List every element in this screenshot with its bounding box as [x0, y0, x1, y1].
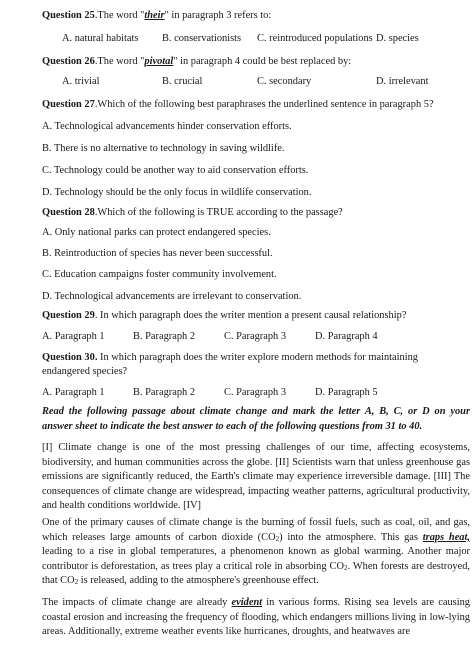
target-word: traps heat,: [422, 531, 470, 543]
option-b[interactable]: B. Paragraph 2: [133, 387, 196, 398]
question-text: In which paragraph does the writer explore modern methods for maintaining: [97, 352, 419, 363]
question-number: Question 29: [42, 310, 95, 321]
question-25: [42, 9, 271, 22]
option-b[interactable]: B. conservationists: [162, 33, 242, 44]
passage-paragraph-3: [42, 596, 470, 640]
option-d[interactable]: D. Paragraph 4: [315, 331, 378, 342]
option-b[interactable]: B. Reintroduction of species has never been successful.: [42, 248, 273, 259]
question-28: [42, 206, 343, 219]
section-instruction-line-2: answer sheet to indicate the best answer to each of the following questions from 31 to 40.: [42, 421, 423, 432]
option-d[interactable]: D. irrelevant: [376, 76, 429, 87]
question-text: " in paragraph 4 could be best replaced by:: [173, 56, 352, 67]
subscript: 2: [275, 534, 280, 543]
option-d[interactable]: D. Paragraph 5: [315, 387, 378, 398]
paragraph-text: ) into the atmosphere. This gas: [279, 531, 423, 543]
paragraph-text: . When forests are destroyed, that CO: [42, 560, 470, 587]
question-text: .The word ": [94, 56, 145, 67]
option-c[interactable]: C. Education campaigns foster community involvement.: [42, 269, 277, 280]
target-word: evident: [231, 597, 263, 608]
subscript: 2: [343, 563, 348, 572]
option-c[interactable]: C. Technology could be another way to aid conservation efforts.: [42, 165, 309, 176]
target-word: pivotal: [144, 56, 174, 67]
paragraph-text: in various forms. Rising sea levels are causing coastal erosion and increasing the frequency of flooding, which endangers millions living in low-lying areas. Additionally, extreme weather events like hurricanes, droughts, and heatwaves are: [42, 597, 470, 638]
question-30: [42, 351, 418, 364]
option-a[interactable]: A. Paragraph 1: [42, 387, 105, 398]
question-27: [42, 98, 434, 111]
option-b[interactable]: B. crucial: [162, 76, 203, 87]
question-number: Question 28: [42, 207, 95, 218]
option-b[interactable]: B. Paragraph 2: [133, 331, 196, 342]
option-c[interactable]: C. Paragraph 3: [224, 387, 287, 398]
passage-paragraph-2: [42, 516, 470, 589]
option-a[interactable]: A. Paragraph 1: [42, 331, 105, 342]
option-d[interactable]: D. Technological advancements are irrelevant to conservation.: [42, 291, 302, 302]
question-number: Question 30.: [42, 352, 98, 363]
option-b[interactable]: B. There is no alternative to technology in saving wildlife.: [42, 143, 285, 154]
subscript: 2: [74, 578, 79, 587]
question-text: .The word ": [94, 10, 145, 21]
option-d[interactable]: D. species: [376, 33, 419, 44]
question-number: Question 26: [42, 56, 95, 67]
option-a[interactable]: A. natural habitats: [62, 33, 139, 44]
paragraph-text: leading to a rise in global temperatures, a phenomenon known as global warming. Another major contributor is deforestation, as trees play a critical role in absorbing CO: [42, 546, 470, 572]
question-number: Question 27: [42, 99, 95, 110]
option-a[interactable]: A. trivial: [62, 76, 100, 87]
paragraph-text: The impacts of climate change are already: [42, 597, 232, 608]
option-c[interactable]: C. secondary: [257, 76, 312, 87]
target-word: their: [144, 10, 165, 21]
question-text: .Which of the following best paraphrases the underlined sentence in paragraph 5?: [94, 99, 434, 110]
paragraph-text: One of the primary causes of climate change is the burning of fossil fuels, such as coal, oil, and gas, which releases large amounts of carbon dioxide (CO: [42, 517, 470, 543]
question-text-continued: endangered species?: [42, 366, 128, 377]
question-text: " in paragraph 3 refers to:: [164, 10, 272, 21]
question-number: Question 25: [42, 10, 95, 21]
question-text: .Which of the following is TRUE according to the passage?: [94, 207, 343, 218]
option-a[interactable]: A. Technological advancements hinder conservation efforts.: [42, 121, 292, 132]
section-instruction-line-1: Read the following passage about climate change and mark the letter A, B, C, or D on your: [42, 406, 470, 417]
question-text: . In which paragraph does the writer mention a present causal relationship?: [94, 310, 407, 321]
option-c[interactable]: C. reintroduced populations: [257, 33, 373, 44]
question-29: [42, 309, 406, 322]
option-d[interactable]: D. Technology should be the only focus in wildlife conservation.: [42, 187, 312, 198]
question-26: [42, 55, 351, 68]
option-a[interactable]: A. Only national parks can protect endangered species.: [42, 227, 271, 238]
option-c[interactable]: C. Paragraph 3: [224, 331, 287, 342]
paragraph-text: is released, adding to the atmosphere's greenhouse effect.: [78, 575, 319, 587]
passage-paragraph-1: [I] Climate change is one of the most pressing challenges of our time, affecting ecosystems, biodiversity, and human communities across the globe. [II] Scientists warn that unless greenhouse gas emissions are significantly reduced, the Earth's climate may experience irreversible damage. [III] The consequences of climate change are widespread, impacting weather patterns, agricultural productivity, and health conditions worldwide. [IV]: [42, 442, 470, 512]
